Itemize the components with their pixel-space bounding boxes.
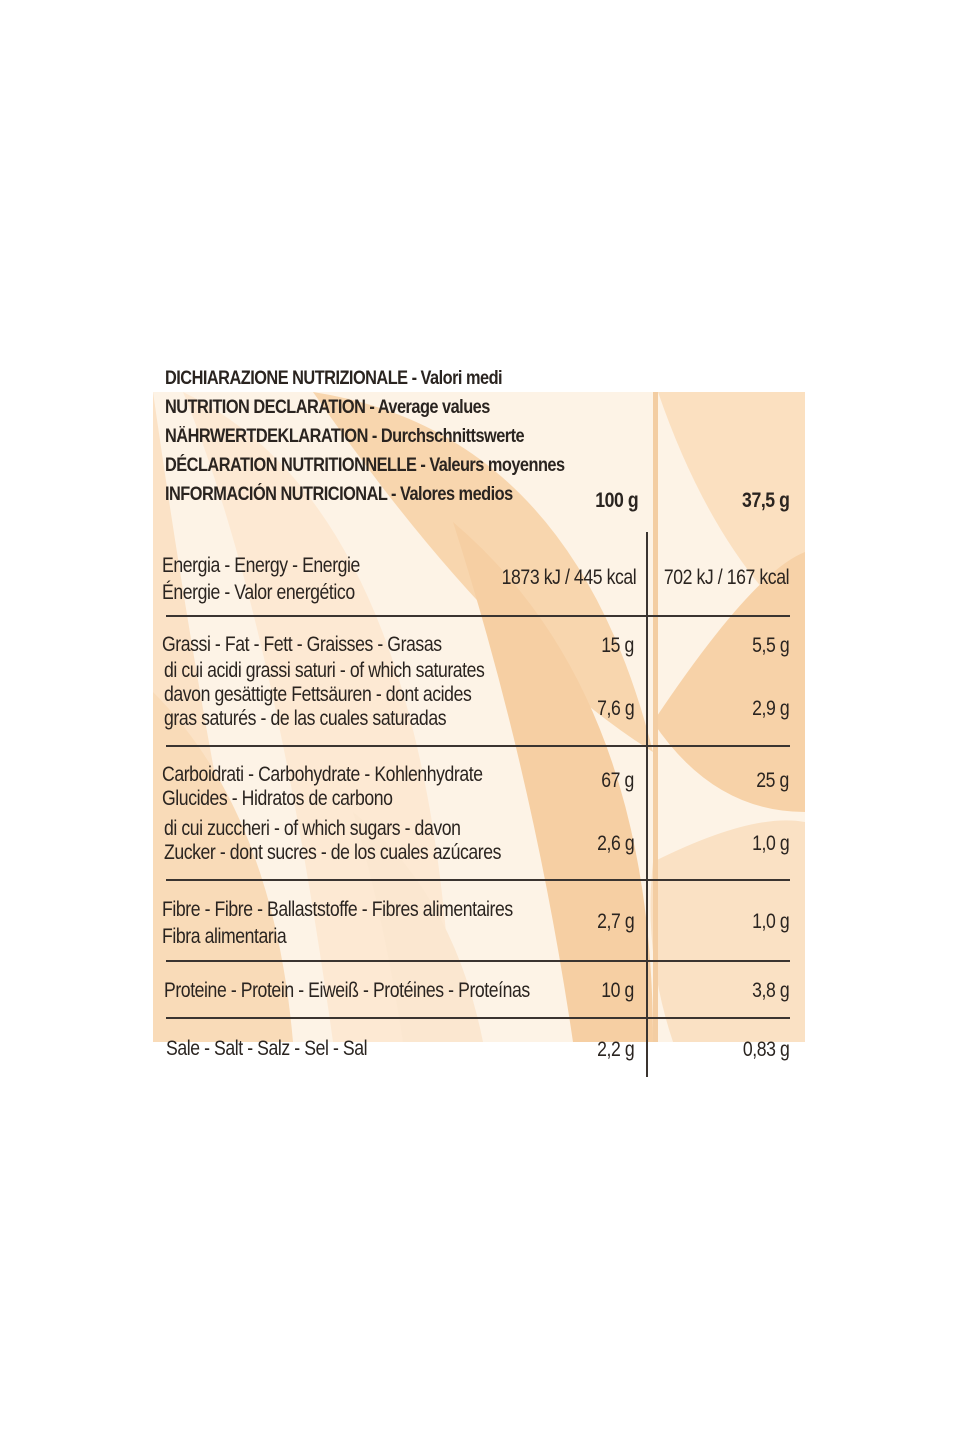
sugars-label: di cui zuccheri - of which sugars - davon Zucker - dont sucres - de los cuales azúcares bbox=[164, 817, 501, 864]
divider-fibre bbox=[166, 960, 790, 962]
fat-value-portion: 5,5 g bbox=[751, 634, 789, 657]
salt-value-100g: 2,2 g bbox=[596, 1038, 634, 1061]
fibre-label: Fibre - Fibre - Ballaststoffe - Fibres alimentaires Fibra alimentaria bbox=[162, 898, 513, 948]
sugars-value-100g: 2,6 g bbox=[596, 832, 634, 855]
saturates-value-portion: 2,9 g bbox=[751, 697, 789, 720]
divider-energy bbox=[166, 615, 790, 617]
protein-label: Proteine - Protein - Eiweiß - Protéines - Proteínas bbox=[164, 979, 530, 1002]
carbs-value-portion: 25 g bbox=[756, 769, 789, 792]
fat-value-100g: 15 g bbox=[601, 634, 634, 657]
sugars-value-portion: 1,0 g bbox=[751, 832, 789, 855]
column-divider bbox=[646, 532, 648, 1077]
saturates-label: di cui acidi grassi saturi - of which saturates davon gesättigte Fettsäuren - dont acides gras saturés - de las cuales saturadas bbox=[164, 659, 485, 730]
column-header-100g: 100 g bbox=[594, 489, 638, 512]
protein-value-portion: 3,8 g bbox=[751, 979, 789, 1002]
energy-label: Energia - Energy - Energie Énergie - Valor energético bbox=[162, 554, 360, 604]
header-line-en: NUTRITION DECLARATION - Average values bbox=[165, 397, 490, 418]
header-line-it: DICHIARAZIONE NUTRIZIONALE - Valori medi bbox=[165, 368, 503, 389]
header-line-fr: DÉCLARATION NUTRITIONNELLE - Valeurs moyennes bbox=[165, 455, 565, 476]
divider-protein bbox=[166, 1017, 790, 1019]
saturates-value-100g: 7,6 g bbox=[596, 697, 634, 720]
carbs-value-100g: 67 g bbox=[601, 769, 634, 792]
fat-label: Grassi - Fat - Fett - Graisses - Grasas bbox=[162, 633, 442, 656]
energy-value-portion: 702 kJ / 167 kcal bbox=[663, 566, 789, 589]
divider-carbs bbox=[166, 879, 790, 881]
header-line-es: INFORMACIÓN NUTRICIONAL - Valores medios bbox=[165, 484, 513, 505]
salt-value-portion: 0,83 g bbox=[742, 1038, 789, 1061]
header-line-de: NÄHRWERTDEKLARATION - Durchschnittswerte bbox=[165, 426, 525, 447]
energy-value-100g: 1873 kJ / 445 kcal bbox=[501, 566, 636, 589]
column-header-portion: 37,5 g bbox=[742, 489, 790, 512]
fibre-value-portion: 1,0 g bbox=[751, 910, 789, 933]
carbs-label: Carboidrati - Carbohydrate - Kohlenhydrate Glucides - Hidratos de carbono bbox=[162, 763, 483, 810]
divider-fat bbox=[166, 745, 790, 747]
protein-value-100g: 10 g bbox=[601, 979, 634, 1002]
salt-label: Sale - Salt - Salz - Sel - Sal bbox=[166, 1037, 368, 1060]
fibre-value-100g: 2,7 g bbox=[596, 910, 634, 933]
